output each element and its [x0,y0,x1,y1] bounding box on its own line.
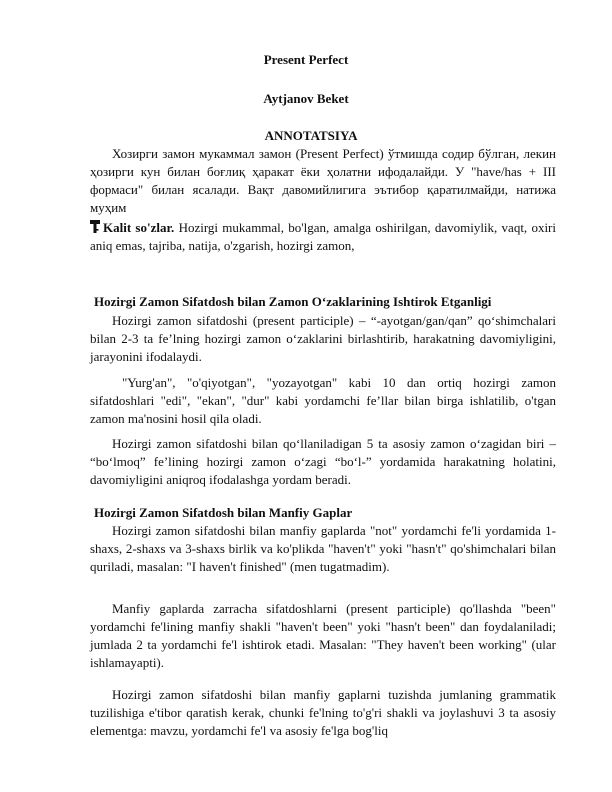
document-title: Present Perfect [263,52,349,67]
section2-paragraph-2: Manfiy gaplarda zarracha sifatdoshlarni (present participle) qo'llashda "been" yordamchi fe'lining manfiy shakli "haven't been" yoki "hasn't been" dan foydalaniladi; jumlada 2 ta yordamchi fe'l ishtirok etadi. Masalan: "They haven't been working" (ular ishlamayapti). [90,601,556,670]
section1-paragraph-3: Hozirgi zamon sifatdoshi bilan qo‘llaniladigan 5 ta asosiy zamon o‘zagidan biri – “bo‘lmoq” fe’lining hozirgi zamon o‘zagi “bo‘l-” yordamida harakatning holatini, davomiyligini aniqroq ifodalashga yordam beradi. [90,436,556,487]
section1-paragraph-2: "Yurg'an", "o'qiyotgan", "yozayotgan" kabi 10 dan ortiq hozirgi zamon sifatdoshlari "edi", "ekan", "dur" kabi yordamchi fe’llar bilan birga ishlatilib, o'tgan zamon ma'nosini hosil qila oladi. [90,375,556,426]
section2-paragraph-1: Hozirgi zamon sifatdoshi bilan manfiy gaplarda "not" yordamchi fe'li yordamida 1-shaxs, 2-shaxs va 3-shaxs birlik va ko'plikda "haven't" yoki "hasn't" qo'shimchalari bilan quriladi, masalan: "I haven't finished" (men tugatmadim). [90,523,556,574]
author-name: Aytjanov Beket [263,91,349,106]
keywords-paragraph [90,219,556,255]
keywords-text: Hozirgi mukammal, bo'lgan, amalga oshirilgan, davomiylik, vaqt, oxiri aniq emas, tajriba, natija, o'zgarish, hozirgi zamon, [90,220,556,253]
section2-heading: Hozirgi Zamon Sifatdosh bilan Manfiy Gaplar [94,505,353,520]
annotation-text: Хозирги замон мукаммал замон (Present Perfect) ўтмишда содир бўлган, лекин ҳозирги кун билан боғлиқ ҳаракат ёки ҳолатни ифодалайди. У "have/has + III формаси" билан ясалади. Вақт давомийлигига эътибор қаратилмайди, натижа муҳим [90,146,556,215]
annotation-paragraph [90,145,556,217]
section2-paragraph-3: Hozirgi zamon sifatdoshi bilan manfiy gaplarni tuzishda jumlaning grammatik tuzilishiga e'tibor qaratish kerak, chunki fe'lning to'g'ri shakli va joylashuvi 3 ta asosiy elementga: mavzu, yordamchi fe'l va asosiy fe'lga bog'liq [90,687,556,738]
key-icon [90,220,100,234]
section1-paragraph-1: Hozirgi zamon sifatdoshi (present participle) – “-ayotgan/gan/qan” qo‘shimchalari bilan 2-3 ta fe’lning hozirgi zamon o‘zaklarini birlashtirib, harakatning davomiyligini, jarayonini ifodalaydi. [90,313,556,364]
annotation-heading: ANNOTATSIYA [259,128,353,143]
section1-heading: Hozirgi Zamon Sifatdosh bilan Zamon O‘zaklarining Ishtirok Etganligi [94,294,492,309]
keywords-label: Kalit so'zlar. [103,220,175,235]
